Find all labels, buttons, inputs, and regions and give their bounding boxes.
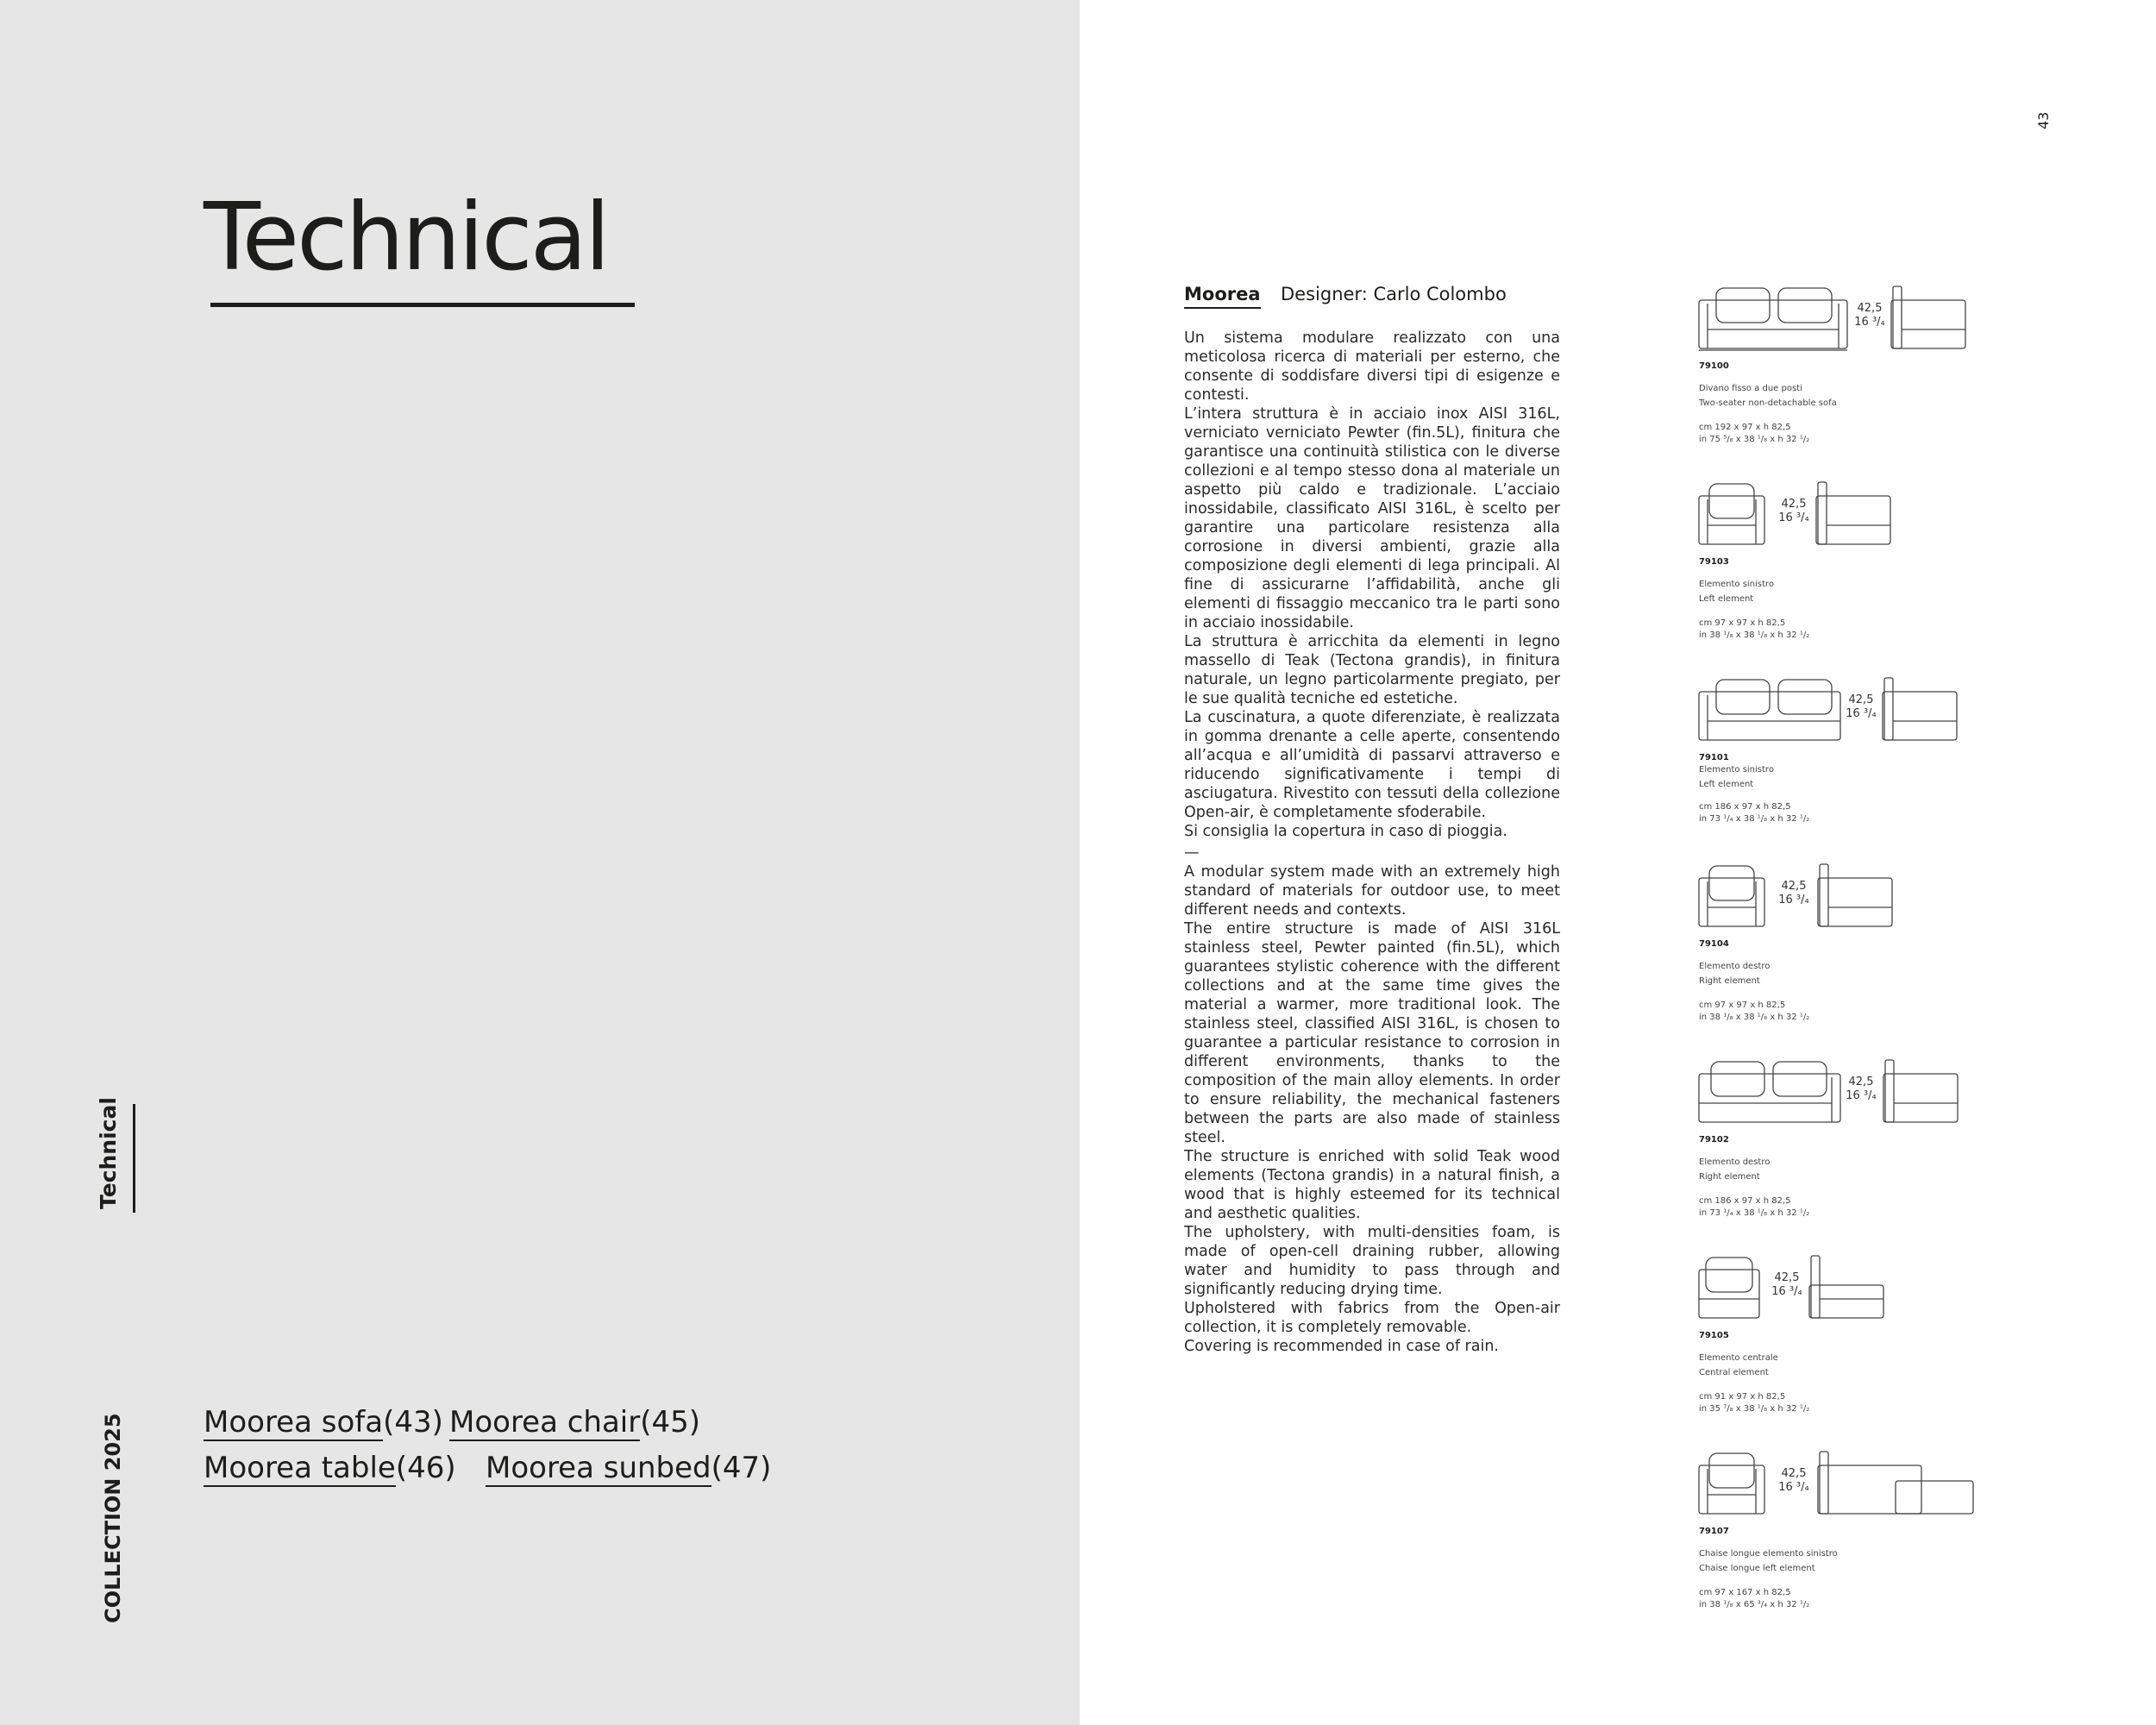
product-item-79105 xyxy=(1697,1254,1982,1427)
spine-label: Technical xyxy=(96,1097,121,1209)
product-dims-cm: cm 186 x 97 x h 82,5 xyxy=(1699,1196,1791,1206)
product-dims-cm: cm 97 x 97 x h 82,5 xyxy=(1699,1000,1786,1010)
left-element-long-drawing xyxy=(1697,676,1982,745)
seat-height-dimension xyxy=(1777,1467,1811,1495)
product-dims-cm: cm 186 x 97 x h 82,5 xyxy=(1699,802,1791,812)
product-item-79103 xyxy=(1697,480,1982,653)
seat-height-dimension xyxy=(1844,693,1878,721)
product-dims-cm: cm 192 x 97 x h 82,5 xyxy=(1699,423,1791,432)
product-name: Moorea xyxy=(1184,281,1261,309)
link-page: (45) xyxy=(640,1405,701,1440)
link-name: Moorea table xyxy=(204,1451,396,1485)
description-italian xyxy=(1184,329,1560,841)
link-page: (43) xyxy=(383,1405,443,1440)
seat-height-in: 16 ³/₄ xyxy=(1846,707,1877,720)
product-desc-it: Elemento destro xyxy=(1699,962,1771,971)
paragraph: Covering is recommended in case of rain. xyxy=(1184,1338,1499,1355)
product-item-79104 xyxy=(1697,862,1982,1035)
link-page: (46) xyxy=(395,1451,456,1485)
product-item-79100 xyxy=(1697,285,1982,457)
product-dims-in: in 73 ¹/₄ x 38 ¹/₈ x h 32 ¹/₂ xyxy=(1699,814,1810,824)
description-english xyxy=(1184,844,1560,1356)
product-desc-en: Left element xyxy=(1699,594,1754,604)
seat-height-dimension xyxy=(1777,880,1811,907)
product-dims-in: in 38 ¹/₈ x 38 ¹/₈ x h 32 ¹/₂ xyxy=(1699,1013,1810,1022)
paragraph: The entire structure is made of AISI 316L stainless steel, Pewter painted (fin.5L), which guarantees stylistic coherence with the different collections and at the same time gives the material a warmer, more traditional look. The stainless steel, classified AISI 316L, is chosen to guarantee a particular resistance to corrosion in different environments, thanks to the composition of the main alloy elements. In order to ensure reliability, the mechanical fasteners between the parts are also made of stainless steel. xyxy=(1184,920,1560,1146)
product-desc-it: Divano fisso a due posti xyxy=(1699,384,1802,393)
product-desc-it: Elemento sinistro xyxy=(1699,580,1774,589)
link-page: (47) xyxy=(711,1451,772,1485)
link-moorea-sofa[interactable] xyxy=(204,1402,443,1442)
product-dims-in: in 38 ¹/₈ x 65 ³/₄ x h 32 ¹/₂ xyxy=(1699,1600,1810,1609)
paragraph: A modular system made with an extremely high standard of materials for outdoor use, to meet different needs and contexts. xyxy=(1184,863,1560,919)
product-desc-en: Left element xyxy=(1699,780,1754,789)
seat-height-in: 16 ³/₄ xyxy=(1771,1285,1802,1298)
collection-label: COLLECTION 2025 xyxy=(101,1413,125,1623)
seat-height-cm: 42,5 xyxy=(1781,498,1807,511)
link-moorea-sunbed[interactable] xyxy=(486,1448,771,1488)
product-desc-it: Chaise longue elemento sinistro xyxy=(1699,1549,1838,1559)
product-dims-cm: cm 97 x 97 x h 82,5 xyxy=(1699,618,1786,628)
spine-label-rule xyxy=(133,1104,135,1213)
right-element-long-drawing xyxy=(1697,1058,1982,1127)
product-code: 79105 xyxy=(1699,1331,1729,1340)
separator: — xyxy=(1184,844,1200,862)
product-desc-en: Chaise longue left element xyxy=(1699,1564,1815,1573)
paragraph: The upholstery, with multi-densities foam, is made of open-cell draining rubber, allowing water and humidity to pass through and significantly reducing drying time. xyxy=(1184,1224,1560,1298)
product-item-79101 xyxy=(1697,676,1982,849)
seat-height-in: 16 ³/₄ xyxy=(1778,1481,1809,1494)
seat-height-in: 16 ³/₄ xyxy=(1778,894,1809,906)
product-code: 79103 xyxy=(1699,557,1729,567)
sofa-front-and-side-drawing xyxy=(1697,285,1982,354)
page-number: 43 xyxy=(2035,111,2052,129)
product-dims-in: in 75 ⁵/₈ x 38 ¹/₈ x h 32 ¹/₂ xyxy=(1699,435,1810,444)
product-code: 79100 xyxy=(1699,361,1729,371)
product-desc-it: Elemento centrale xyxy=(1699,1353,1778,1363)
link-moorea-chair[interactable] xyxy=(449,1402,700,1442)
seat-height-cm: 42,5 xyxy=(1848,693,1874,706)
central-element-drawing xyxy=(1697,1254,1982,1323)
paragraph: Un sistema modulare realizzato con una meticolosa ricerca di materiali per esterno, che consente di soddisfare diversi tipi di esigenze e contesti. xyxy=(1184,329,1560,404)
seat-height-cm: 42,5 xyxy=(1857,302,1883,315)
product-item-79102 xyxy=(1697,1058,1982,1231)
product-dims-cm: cm 97 x 167 x h 82,5 xyxy=(1699,1588,1791,1597)
link-name: Moorea sofa xyxy=(204,1405,384,1440)
left-element-drawing xyxy=(1697,480,1982,549)
right-element-drawing xyxy=(1697,862,1982,932)
seat-height-in: 16 ³/₄ xyxy=(1854,316,1885,329)
product-code: 79101 xyxy=(1699,753,1729,762)
chaise-longue-drawing xyxy=(1697,1450,1982,1519)
link-moorea-table[interactable] xyxy=(204,1448,456,1488)
seat-height-dimension xyxy=(1852,302,1887,329)
paragraph: Upholstered with fabrics from the Open-air collection, it is completely removable. xyxy=(1184,1300,1560,1336)
seat-height-dimension xyxy=(1770,1271,1804,1299)
seat-height-cm: 42,5 xyxy=(1781,1467,1807,1480)
paragraph: The structure is enriched with solid Teak wood elements (Tectona grandis) in a natural finish, a wood that is highly esteemed for its technical and aesthetic qualities. xyxy=(1184,1148,1560,1222)
paragraph: Si consiglia la copertura in caso di pioggia. xyxy=(1184,823,1507,840)
seat-height-cm: 42,5 xyxy=(1774,1271,1800,1284)
seat-height-dimension xyxy=(1844,1076,1878,1103)
product-dims-in: in 38 ¹/₈ x 38 ¹/₈ x h 32 ¹/₂ xyxy=(1699,630,1810,640)
product-code: 79104 xyxy=(1699,939,1729,949)
paragraph: La struttura è arricchita da elementi in legno massello di Teak (Tectona grandis), in finitura naturale, un legno particolarmente pregiato, per le sue qualità tecniche ed estetiche. xyxy=(1184,633,1560,707)
seat-height-cm: 42,5 xyxy=(1848,1076,1874,1088)
title-underline xyxy=(210,303,635,307)
product-desc-it: Elemento destro xyxy=(1699,1157,1771,1167)
seat-height-dimension xyxy=(1777,498,1811,525)
section-title: Technical xyxy=(204,184,608,292)
product-desc-en: Right element xyxy=(1699,1172,1760,1182)
link-name: Moorea chair xyxy=(449,1405,641,1440)
product-desc-it: Elemento sinistro xyxy=(1699,765,1774,775)
seat-height-in: 16 ³/₄ xyxy=(1846,1089,1877,1102)
seat-height-cm: 42,5 xyxy=(1781,880,1807,893)
product-dims-in: in 35 ⁷/₈ x 38 ¹/₈ x h 32 ¹/₂ xyxy=(1699,1404,1810,1414)
product-dims-in: in 73 ¹/₄ x 38 ¹/₈ x h 32 ¹/₂ xyxy=(1699,1208,1810,1218)
product-dims-cm: cm 91 x 97 x h 82,5 xyxy=(1699,1392,1786,1402)
product-code: 79102 xyxy=(1699,1135,1729,1145)
seat-height-in: 16 ³/₄ xyxy=(1778,511,1809,524)
designer-credit: Designer: Carlo Colombo xyxy=(1281,284,1507,304)
product-code: 79107 xyxy=(1699,1527,1729,1536)
product-desc-en: Two-seater non-detachable sofa xyxy=(1699,398,1837,408)
paragraph: L’intera struttura è in acciaio inox AISI 316L, verniciato verniciato Pewter (fin.5L), finitura che garantisce una continuità stilistica con le diverse collezioni e al tempo stesso dona al materiale un aspetto più caldo e tradizionale. L’acciaio inossidabile, classificato AISI 316L, è scelto per garantire una particolare resistenza alla corrosione in diversi ambienti, grazie alla composizione degli elementi di lega principali. Al fine di assicurarne l’affidabilità, anche gli elementi di fissaggio meccanico tra le parti sono in acciaio inossidabile. xyxy=(1184,405,1560,631)
paragraph: La cuscinatura, a quote diferenziate, è realizzata in gomma drenante a celle aperte, consentendo all’acqua e all’umidità di passarvi attraverso e riducendo significativamente i tempi di asciugatura. Rivestito con tessuti della collezione Open-air, è completamente sfoderabile. xyxy=(1184,709,1560,821)
product-desc-en: Right element xyxy=(1699,976,1760,986)
link-name: Moorea sunbed xyxy=(486,1451,711,1485)
product-item-79107 xyxy=(1697,1450,1982,1622)
product-desc-en: Central element xyxy=(1699,1368,1769,1377)
